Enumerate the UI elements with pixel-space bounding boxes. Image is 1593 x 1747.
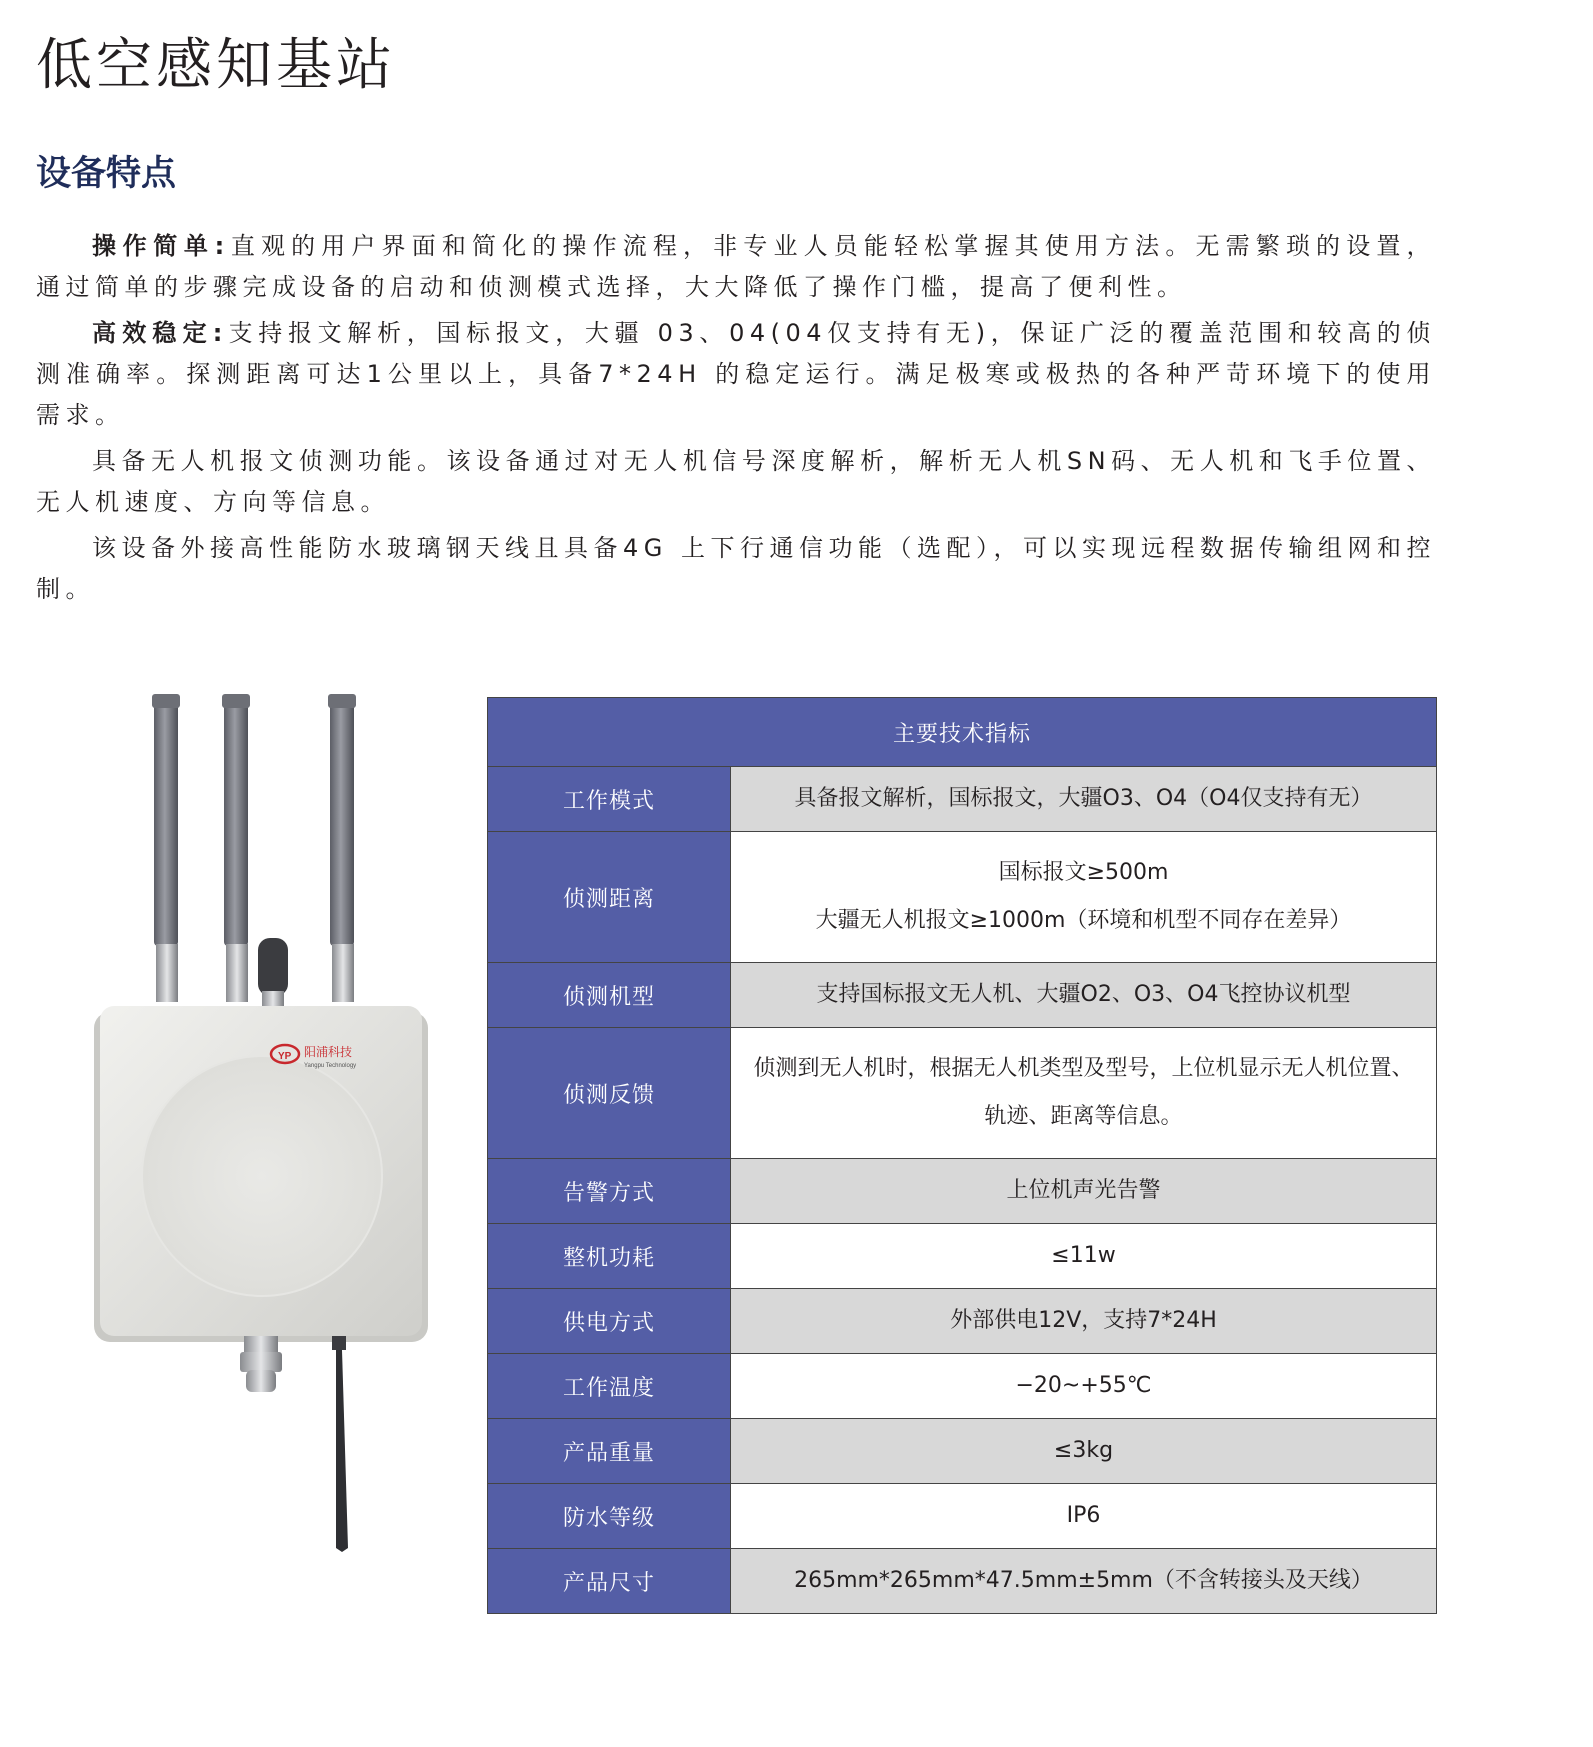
feature-body: 具备无人机报文侦测功能。该设备通过对无人机信号深度解析，解析无人机SN码、无人机和飞手位置、无人机速度、方向等信息。 — [36, 447, 1436, 516]
feature-body: 该设备外接高性能防水玻璃钢天线且具备4G 上下行通信功能（选配），可以实现远程数据传输组网和控制。 — [36, 534, 1436, 603]
feature-body: 直观的用户界面和简化的操作流程，非专业人员能轻松掌握其使用方法。无需繁琐的设置，通过简单的步骤完成设备的启动和侦测模式选择，大大降低了操作门槛，提高了便利性。 — [36, 232, 1436, 301]
spec-label: 告警方式 — [488, 1159, 731, 1224]
table-row — [488, 1419, 1437, 1484]
antenna-icon — [222, 694, 250, 1002]
feature-body: 支持报文解析，国标报文，大疆 03、04(04仅支持有无)，保证广泛的覆盖范围和较高的侦测准确率。探测距离可达1公里以上，具备7*24H 的稳定运行。满足极寒或极热的各种严苛环境下的使用需求。 — [36, 319, 1436, 429]
spec-value — [731, 1224, 1437, 1289]
spec-value-line: 具备报文解析，国标报文，大疆O3、O4（O4仅支持有无） — [794, 786, 1373, 811]
table-row — [488, 1159, 1437, 1224]
table-row — [488, 1484, 1437, 1549]
spec-table-header: 主要技术指标 — [488, 698, 1437, 767]
table-row — [488, 963, 1437, 1028]
spec-label: 供电方式 — [488, 1289, 731, 1354]
spec-value-line: ≤11w — [1051, 1243, 1116, 1268]
spec-value — [731, 1484, 1437, 1549]
brand-name-en: Yangpu Technology — [304, 1063, 357, 1069]
feature-paragraph — [36, 528, 1436, 610]
feature-paragraph — [36, 313, 1436, 436]
spec-value — [731, 1289, 1437, 1354]
spec-label: 侦测机型 — [488, 963, 731, 1028]
spec-value — [731, 963, 1437, 1028]
spec-label: 侦测距离 — [488, 832, 731, 963]
page-title: 低空感知基站 — [36, 33, 396, 98]
cable-gland-icon — [240, 1336, 282, 1392]
spec-label: 工作温度 — [488, 1354, 731, 1419]
spec-value-line: ≤3kg — [1053, 1438, 1114, 1463]
spec-table — [487, 697, 1437, 1614]
spec-value — [731, 1028, 1437, 1159]
bottom-antenna-icon — [332, 1336, 348, 1552]
spec-value-line: 支持国标报文无人机、大疆O2、O3、O4飞控协议机型 — [816, 982, 1351, 1007]
spec-value-line: 265mm*265mm*47.5mm±5mm（不含转接头及天线） — [794, 1568, 1373, 1593]
spec-label: 产品尺寸 — [488, 1549, 731, 1614]
spec-value — [731, 767, 1437, 832]
features-text — [36, 226, 1436, 610]
spec-value — [731, 832, 1437, 963]
table-row — [488, 1549, 1437, 1614]
base-station-illustration — [90, 686, 430, 1586]
short-antenna-icon — [258, 938, 288, 1013]
spec-value — [731, 1354, 1437, 1419]
spec-value-line: 国标报文≥500m — [998, 860, 1169, 885]
spec-label: 整机功耗 — [488, 1224, 731, 1289]
spec-value-line: 上位机声光告警 — [1006, 1178, 1161, 1203]
feature-paragraph — [36, 441, 1436, 523]
table-row — [488, 1028, 1437, 1159]
antenna-icon — [328, 694, 356, 1002]
enclosure — [94, 1006, 428, 1342]
spec-value-line: −20~+55℃ — [1015, 1373, 1152, 1398]
spec-value-line: 大疆无人机报文≥1000m（环境和机型不同存在差异） — [815, 908, 1352, 933]
spec-label: 产品重量 — [488, 1419, 731, 1484]
table-row — [488, 1224, 1437, 1289]
spec-value-line: 外部供电12V，支持7*24H — [950, 1308, 1217, 1333]
feature-paragraph — [36, 226, 1436, 308]
antenna-icon — [152, 694, 180, 1002]
spec-value — [731, 1549, 1437, 1614]
section-heading: 设备特点 — [36, 154, 177, 194]
table-row — [488, 1289, 1437, 1354]
table-row — [488, 767, 1437, 832]
spec-value-line: IP6 — [1066, 1503, 1101, 1528]
spec-value — [731, 1419, 1437, 1484]
table-row — [488, 1354, 1437, 1419]
spec-value — [731, 1159, 1437, 1224]
spec-label: 工作模式 — [488, 767, 731, 832]
device-image — [90, 686, 430, 1586]
spec-label: 防水等级 — [488, 1484, 731, 1549]
spec-label: 侦测反馈 — [488, 1028, 731, 1159]
brand-name: 阳浦科技 — [304, 1045, 353, 1059]
brand-logo-text: YP — [278, 1051, 292, 1062]
feature-lead: 高效稳定: — [92, 319, 229, 347]
spec-value-line: 轨迹、距离等信息。 — [984, 1104, 1183, 1129]
feature-lead: 操作简单: — [92, 232, 231, 260]
spec-value-line: 侦测到无人机时，根据无人机类型及型号，上位机显示无人机位置、 — [753, 1056, 1414, 1081]
table-row — [488, 832, 1437, 963]
